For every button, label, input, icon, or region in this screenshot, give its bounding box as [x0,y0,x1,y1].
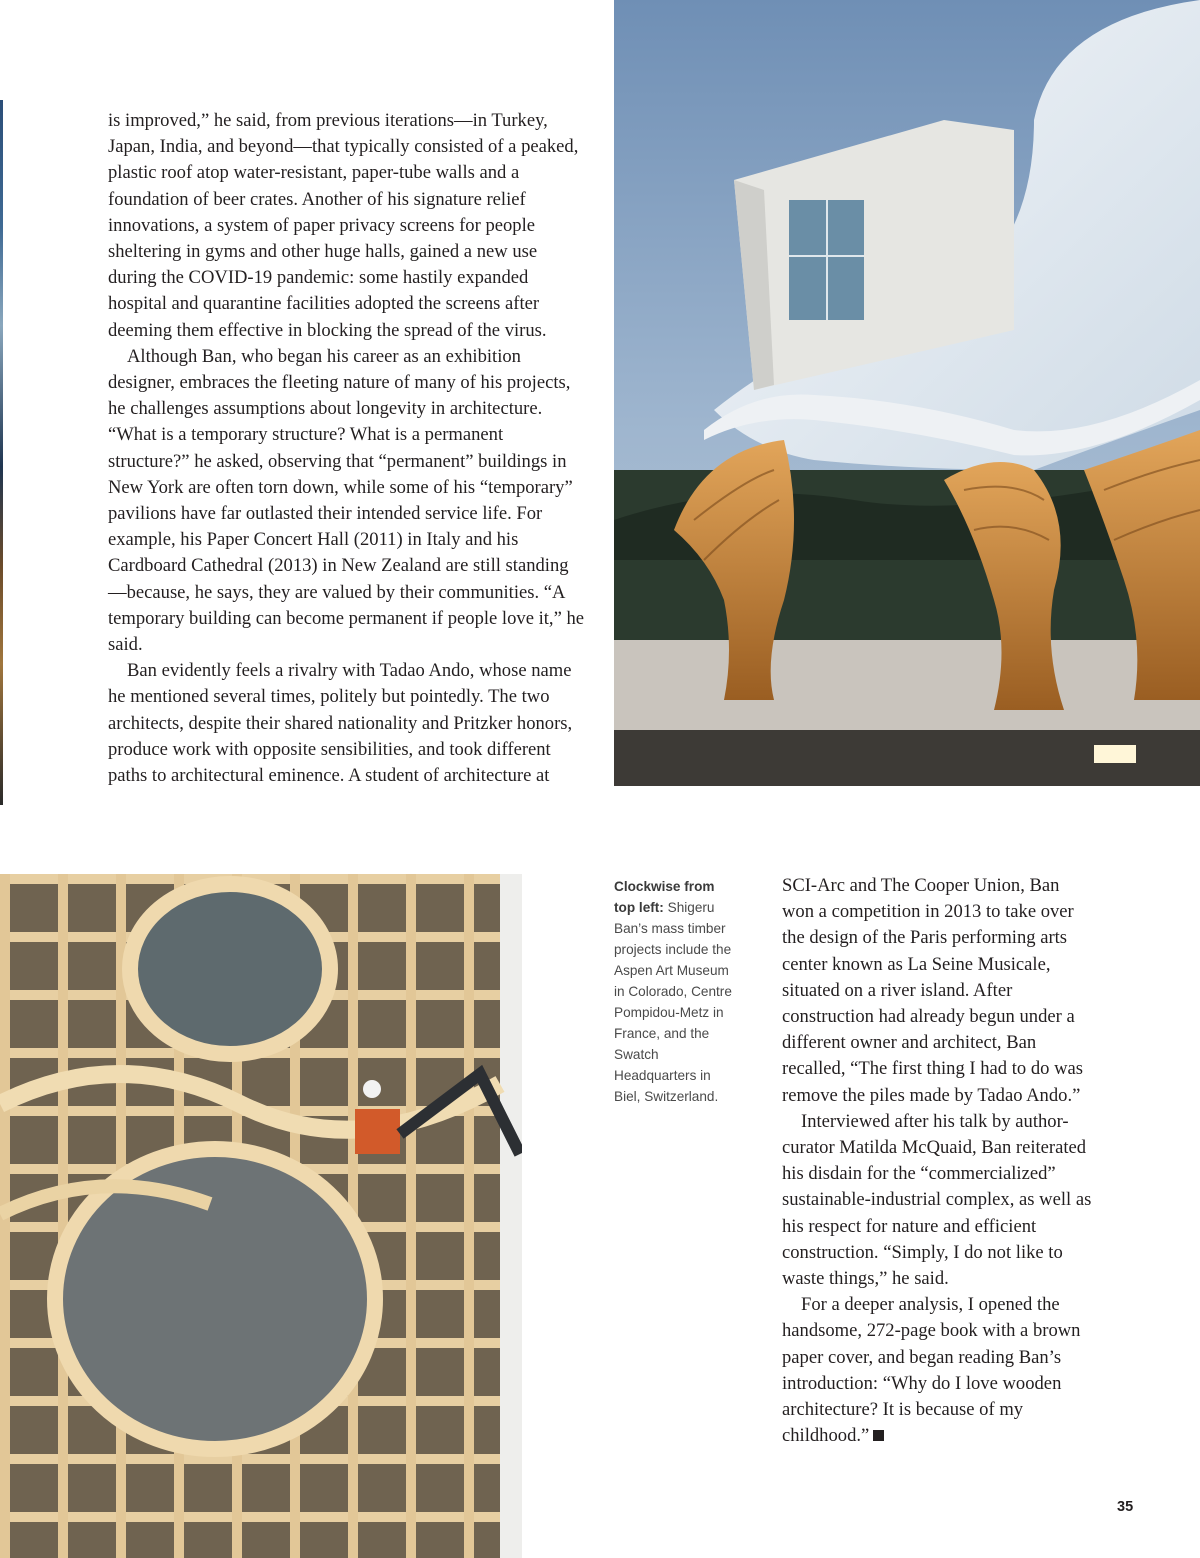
paragraph: SCI-Arc and The Cooper Union, Ban won a competition in 2013 to take over the design of the Paris performing arts center known as La Seine Musicale, situated on a river island. After construction had already begun under a different owner and architect, Ban recalled, “The first thing I had to do was remove the piles made by Tadao Ando.” [782,875,1084,1106]
photo-caption [614,876,736,1107]
paragraph: Although Ban, who began his career as an exhibition designer, embraces the fleeting nature of many of his projects, he challenges assumptions about longevity in architecture. “What is a temporary structure? What is a permanent structure?” he asked, observing that “permanent” buildings in New York are often torn down, while some of his “temporary” pavilions have far outlasted their intended service life. For example, his Paper Concert Hall (2011) in Italy and his Cardboard Cathedral (2013) in New Zealand are still standing—because, he says, they are valued by their communities. “A temporary building can become permanent if people love it,” he said. [108,345,585,656]
paragraph: Interviewed after his talk by author-curator Matilda McQuaid, Ban reiterated his disdain for the “commercialized” sustainable-industrial complex, as well as his respect for nature and efficient construction. “Simply, I do not like to waste things,” he said. [782,1110,1092,1290]
article-column-right [782,873,1092,1449]
paragraph [782,1292,1092,1449]
photo-centre-pompidou-metz [614,0,1200,786]
photo-swatch-headquarters [0,874,522,1558]
left-edge-photo-strip [0,100,3,805]
paragraph: Ban evidently feels a rivalry with Tadao Ando, whose name he mentioned several times, politely but pointedly. The two architects, despite their shared nationality and Pritzker honors, produce work with opposite sensibilities, and took different paths to architectural eminence. A student of architecture at [108,660,573,787]
caption-lead: Clockwise from top left: [614,879,715,915]
page-number: 35 [1117,1499,1134,1515]
caption-text: Shigeru Ban’s mass timber projects include the Aspen Art Museum in Colorado, Centre Pompidou-Metz in France, and the Swatch Headquarters in Biel, Switzerland. [614,900,732,1104]
article-column-left [108,108,586,789]
closing-text: For a deeper analysis, I opened the handsome, 272-page book with a brown paper cover, and began reading Ban’s introduction: “Why do I love wooden architecture? It is because of my childhood.” [782,1294,1081,1447]
end-mark-icon [873,1430,884,1441]
paragraph: is improved,” he said, from previous iterations—in Turkey, Japan, India, and beyond—that typically consisted of a peaked, plastic roof atop water-resistant, paper-tube walls and a foundation of beer crates. Another of his signature relief innovations, a system of paper privacy screens for people sheltering in gyms and other huge halls, gained a new use during the COVID-19 pandemic: some hastily expanded hospital and quarantine facilities adopted the screens after deeming them effective in blocking the spread of the virus. [108,110,579,341]
